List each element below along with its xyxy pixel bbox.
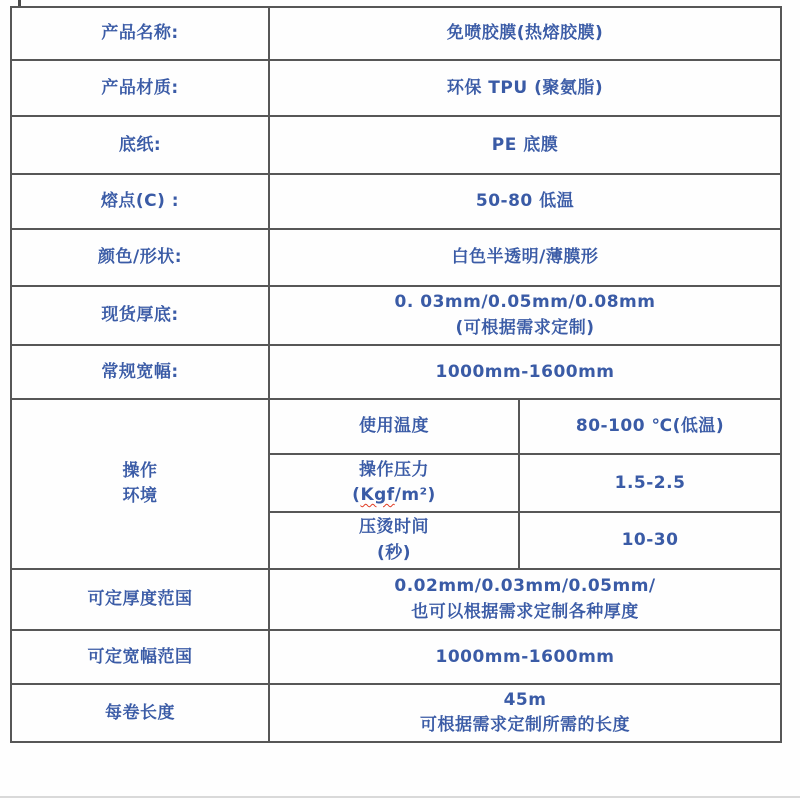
param-line-2 — [274, 483, 514, 509]
label-cell: 现货厚底: — [11, 286, 269, 345]
row-stock-thickness — [11, 286, 781, 345]
bottom-divider — [0, 796, 800, 798]
section-label-cell — [11, 399, 269, 569]
value-cell: 1.5-2.5 — [519, 454, 781, 512]
label-cell: 产品名称: — [11, 7, 269, 60]
value-line-2: 也可以根据需求定制各种厚度 — [411, 601, 639, 622]
row-standard-width — [11, 345, 781, 399]
value-cell: 1000mm-1600mm — [269, 630, 781, 684]
param-open-paren: ( — [352, 485, 361, 505]
param-line-1: 压烫时间 — [359, 517, 429, 537]
value-line-2: (可根据需求定制) — [455, 317, 595, 338]
label-cell: 常规宽幅: — [11, 345, 269, 399]
row-melting-point — [11, 174, 781, 229]
value-line-1: 45m — [503, 689, 547, 710]
value-cell: 1000mm-1600mm — [269, 345, 781, 399]
value-cell — [269, 569, 781, 630]
param-line-2: (秒) — [376, 542, 412, 563]
value-cell: PE 底膜 — [269, 116, 781, 174]
value-line-2: 可根据需求定制所需的长度 — [420, 715, 630, 735]
param-line-1: 操作压力 — [359, 459, 429, 480]
label-cell: 每卷长度 — [11, 684, 269, 742]
label-cell: 可定厚度范国 — [11, 569, 269, 630]
value-cell — [269, 684, 781, 742]
value-cell: 10-30 — [519, 512, 781, 569]
param-unit-rest: /m²) — [394, 485, 436, 505]
value-cell: 50-80 低温 — [269, 174, 781, 229]
row-product-material — [11, 60, 781, 116]
value-cell: 免喷胶膜(热熔胶膜) — [269, 7, 781, 60]
row-color-shape — [11, 229, 781, 286]
value-cell: 白色半透明/薄膜形 — [269, 229, 781, 286]
row-product-name — [11, 7, 781, 60]
spec-table — [10, 6, 782, 743]
row-operating-temp — [11, 399, 781, 454]
section-label-line-2: 环境 — [122, 486, 158, 506]
value-line-1: 0. 03mm/0.05mm/0.08mm — [394, 292, 656, 312]
value-line-1: 0.02mm/0.03mm/0.05mm/ — [394, 576, 656, 596]
label-cell: 颜色/形状: — [11, 229, 269, 286]
row-custom-width-range — [11, 630, 781, 684]
label-cell: 底纸: — [11, 116, 269, 174]
param-cell: 使用温度 — [269, 399, 519, 454]
value-cell: 80-100 ℃(低温) — [519, 399, 781, 454]
label-cell: 产品材质: — [11, 60, 269, 116]
param-cell — [269, 454, 519, 512]
label-cell: 可定宽幅范国 — [11, 630, 269, 684]
row-liner — [11, 116, 781, 174]
param-cell — [269, 512, 519, 569]
param-spellchecked-text: Kgf — [360, 485, 395, 505]
label-cell: 熔点(C) : — [11, 174, 269, 229]
row-custom-thickness-range — [11, 569, 781, 630]
value-cell — [269, 286, 781, 345]
row-roll-length — [11, 684, 781, 742]
section-label-line-1: 操作 — [122, 460, 158, 481]
value-cell: 环保 TPU (聚氨脂) — [269, 60, 781, 116]
